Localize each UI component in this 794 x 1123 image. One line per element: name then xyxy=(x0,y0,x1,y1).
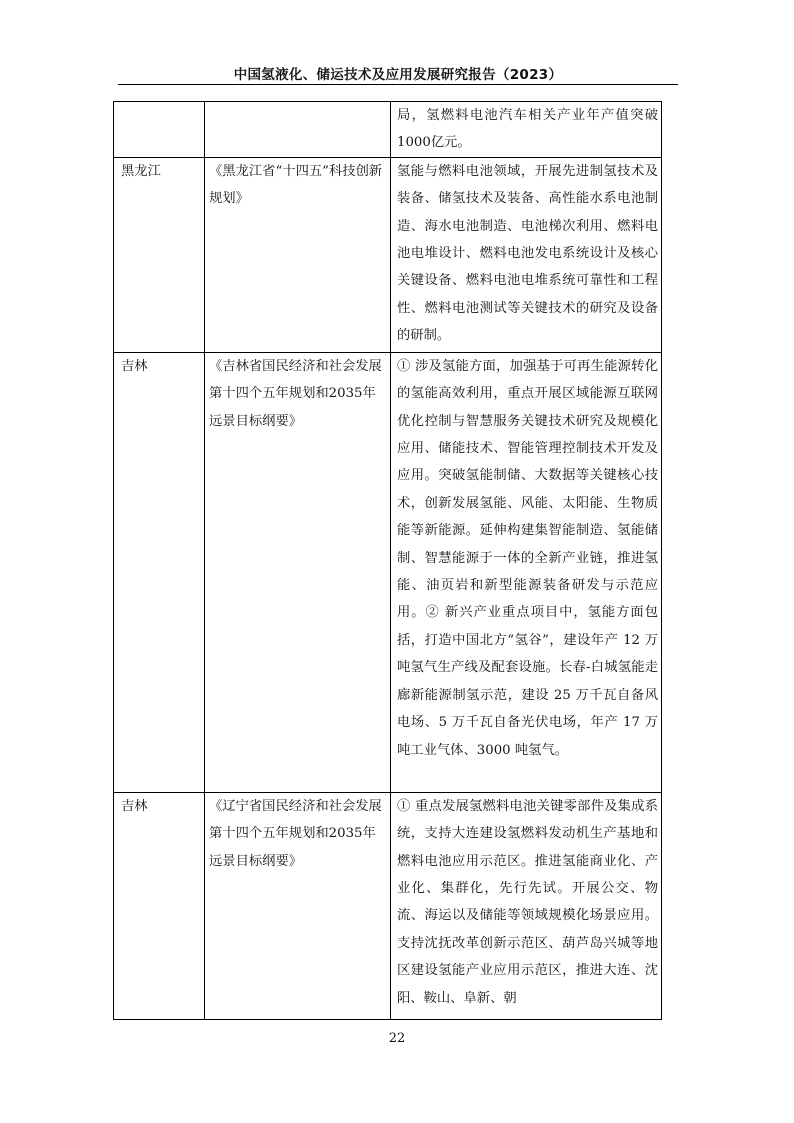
province-cell xyxy=(114,102,205,158)
province-cell: 吉林 xyxy=(114,792,205,1019)
page-number: 22 xyxy=(388,1031,406,1046)
table-row xyxy=(114,157,662,352)
content-cell: 局，氢燃料电池汽车相关产业年产值突破1000亿元。 xyxy=(391,102,662,158)
document-cell: 《吉林省国民经济和社会发展第十四个五年规划和2035年远景目标纲要》 xyxy=(205,352,391,792)
content-cell: 氢能与燃料电池领域，开展先进制氢技术及装备、储氢技术及装备、高性能水系电池制造、海水电池制造、电池梯次利用、燃料电池电堆设计、燃料电池发电系统设计及核心关键设备、燃料电池电堆系统可靠性和工程性、燃料电池测试等关键技术的研究及设备的研制。 xyxy=(391,157,662,352)
table-row xyxy=(114,352,662,792)
province-cell: 黑龙江 xyxy=(114,157,205,352)
document-cell: 《辽宁省国民经济和社会发展第十四个五年规划和2035年远景目标纲要》 xyxy=(205,792,391,1019)
content-cell: ① 重点发展氢燃料电池关键零部件及集成系统，支持大连建设氢燃料发动机生产基地和燃料电池应用示范区。推进氢能商业化、产业化、集群化，先行先试。开展公交、物流、海运以及储能等领域规模化场景应用。支持沈抚改革创新示范区、葫芦岛兴城等地区建设氢能产业应用示范区，推进大连、沈阳、鞍山、阜新、朝 xyxy=(391,792,662,1019)
table-row xyxy=(114,102,662,158)
table-row xyxy=(114,792,662,1019)
header-rule xyxy=(118,84,678,85)
policy-table xyxy=(113,101,662,1020)
document-cell xyxy=(205,102,391,158)
content-cell: ① 涉及氢能方面，加强基于可再生能源转化的氢能高效利用，重点开展区域能源互联网优化控制与智慧服务关键技术研究及规模化应用、储能技术、智能管理控制技术开发及应用。突破氢能制储、大数据等关键核心技术，创新发展氢能、风能、太阳能、生物质能等新能源。延伸构建集智能制造、氢能储制、智慧能源于一体的全新产业链，推进氢能、油页岩和新型能源装备研发与示范应用。② 新兴产业重点项目中，氢能方面包括，打造中国北方“氢谷”，建设年产 12 万吨氢气生产线及配套设施。长春-白城氢能走廊新能源制氢示范，建设 25 万千瓦自备风电场、5 万千瓦自备光伏电场，年产 17 万吨工业气体、3000 吨氢气。 xyxy=(391,352,662,792)
running-header-title: 中国氢液化、储运技术及应用发展研究报告（2023） xyxy=(233,67,563,83)
document-cell: 《黑龙江省“十四五”科技创新规划》 xyxy=(205,157,391,352)
province-cell: 吉林 xyxy=(114,352,205,792)
